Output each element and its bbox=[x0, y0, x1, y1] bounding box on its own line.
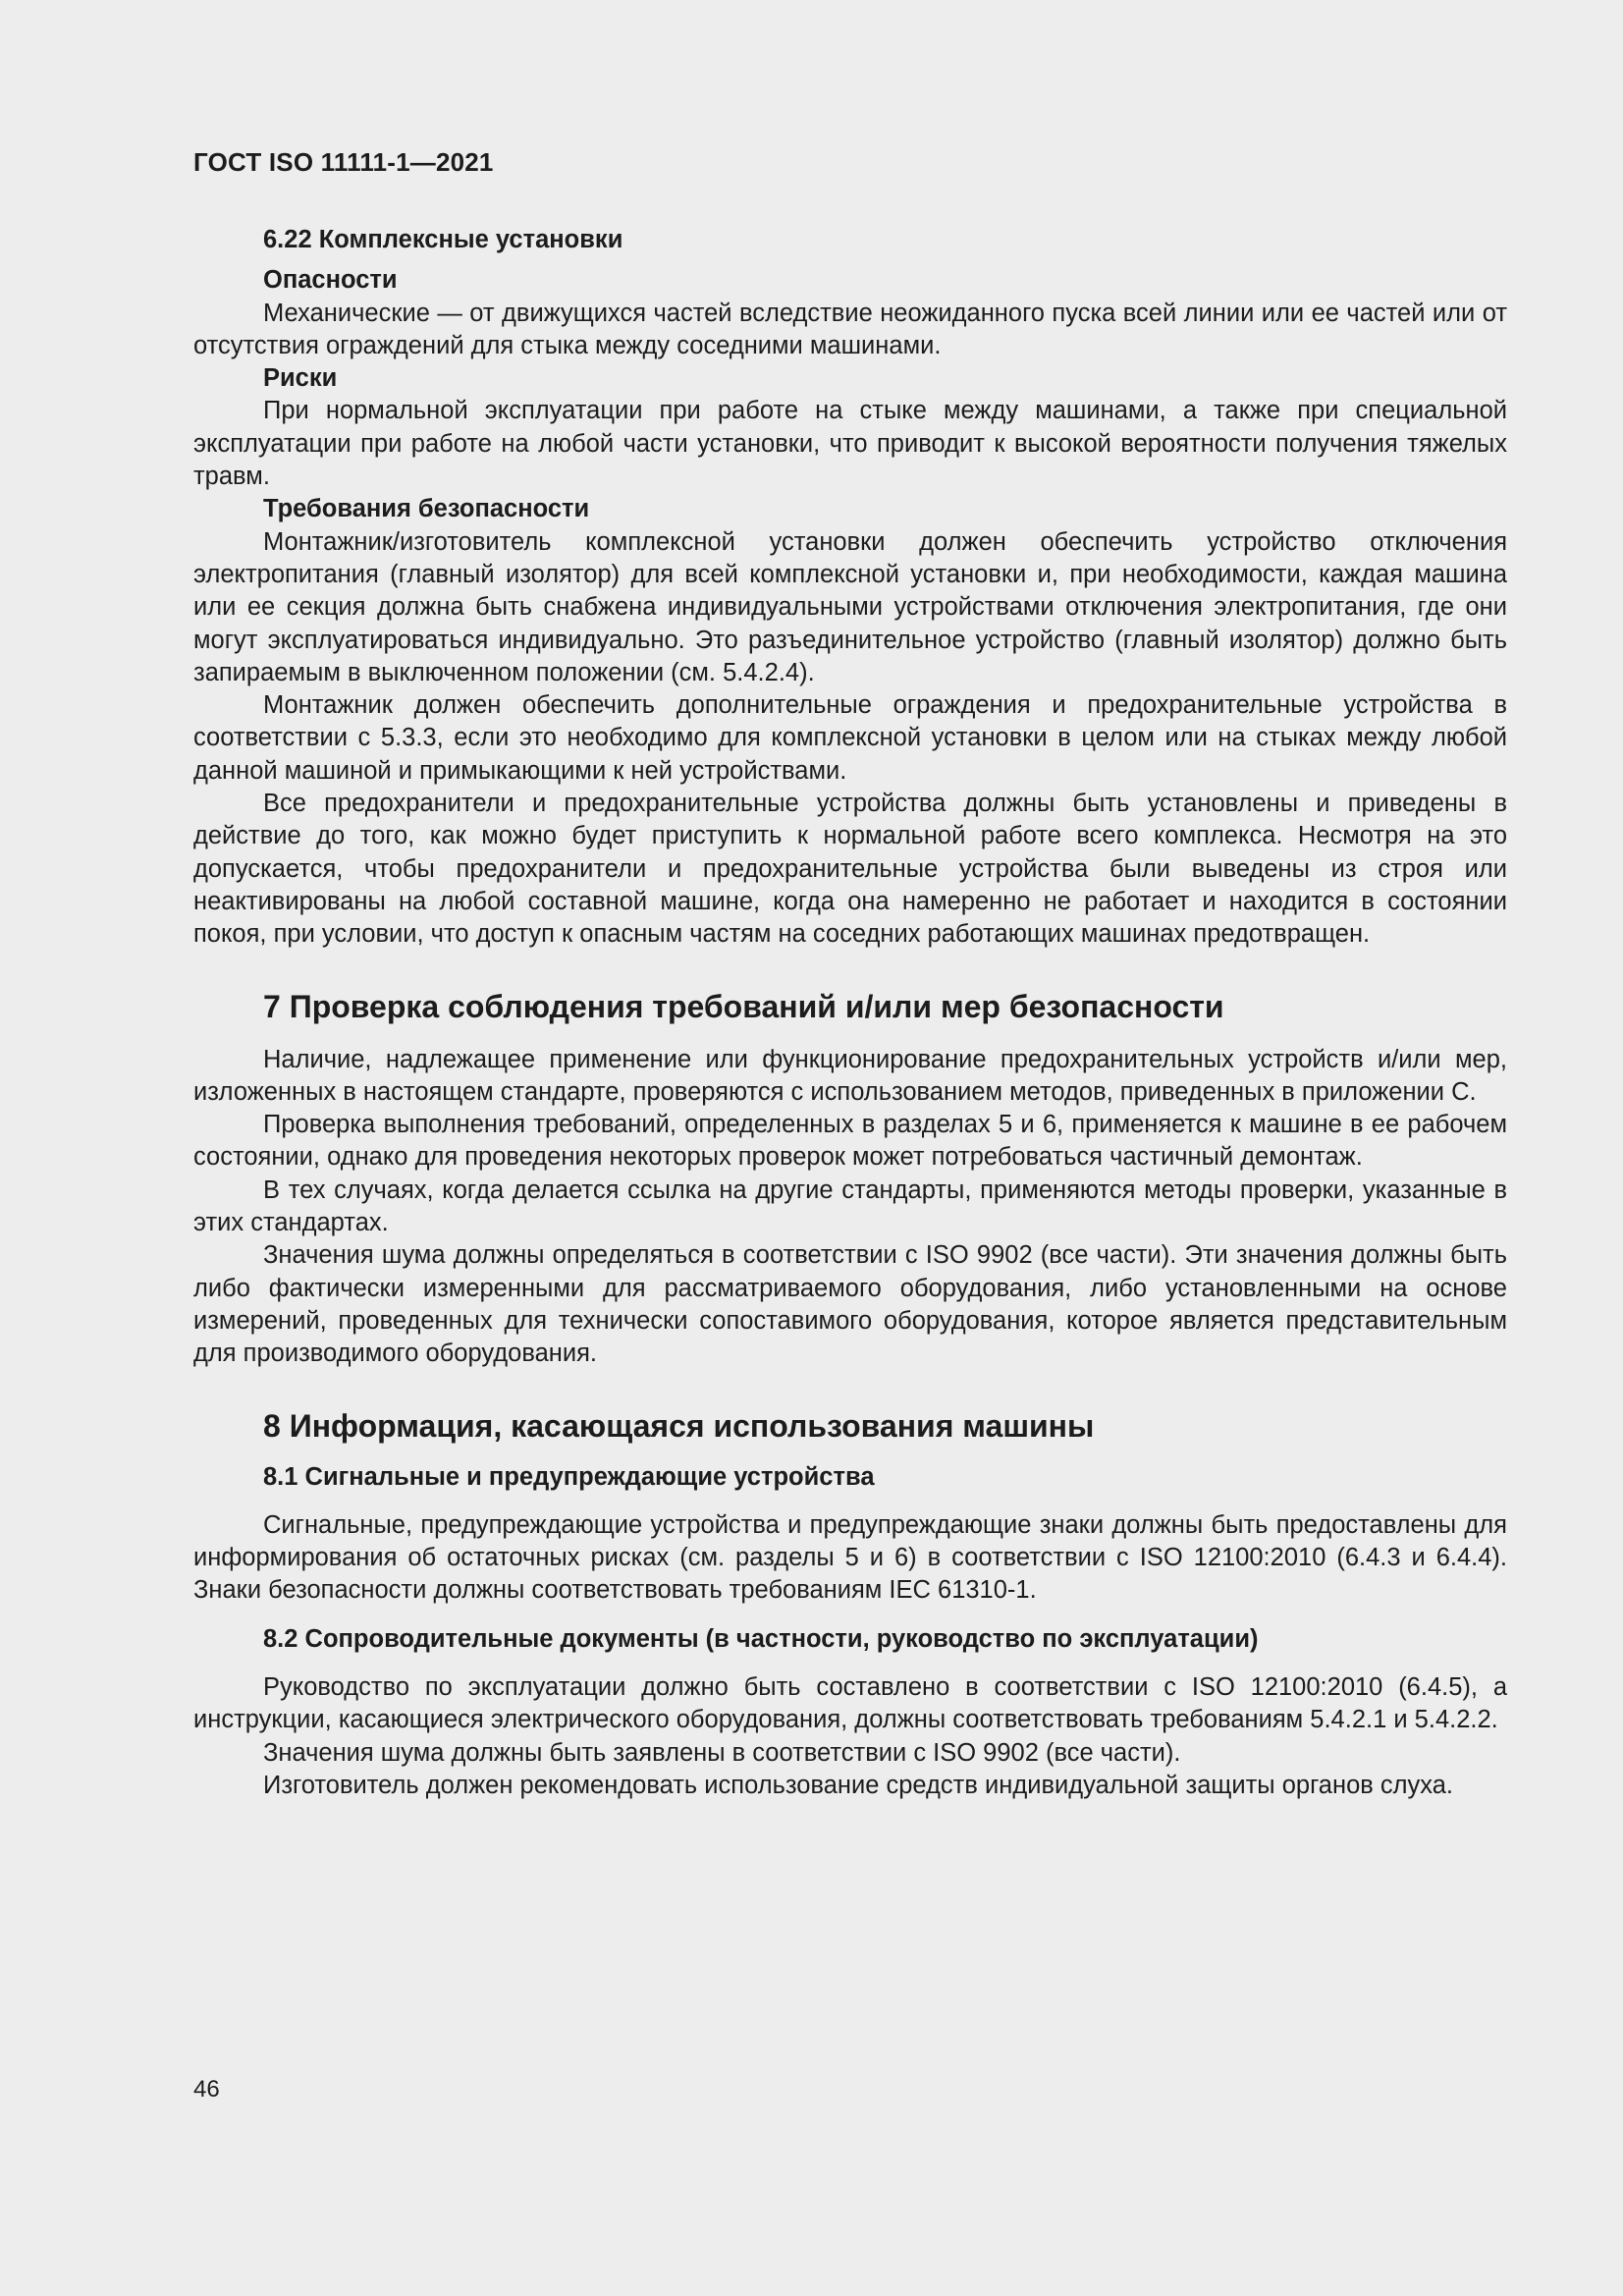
page-number: 46 bbox=[193, 2076, 220, 2103]
hazards-text: Механические — от движущихся частей вследствие неожиданного пуска всей линии или ее частей или от отсутствия ограждений для стыка между соседними машинами. bbox=[193, 299, 1507, 359]
safety-requirements-paragraph-3: Все предохранители и предохранительные устройства должны быть установлены и приведены в действие до того, как можно будет приступить к нормальной работе всего комплекса. Несмотря на это допускается, чтобы предохранители и предохранительные устройства были выведены из строя или неактивированы на любой составной машине, когда она намеренно не работает и находится в состоянии покоя, при условии, что доступ к опасным частям на соседних работающих машинах предотвращен. bbox=[193, 790, 1507, 949]
section-6-22-title: 6.22 Комплексные установки bbox=[263, 226, 623, 253]
section-7-paragraph-4: Значения шума должны определяться в соответствии с ISO 9902 (все части). Эти значения должны быть либо фактически измеренными для рассматриваемого оборудования, либо установленными на основе измерений, проведенных для технически сопоставимого оборудования, которое является представительным для производимого оборудования. bbox=[193, 1241, 1507, 1368]
document-body bbox=[193, 224, 1507, 1802]
section-7-paragraph-3: В тех случаях, когда делается ссылка на другие стандарты, применяются методы проверки, указанные в этих стандартах. bbox=[193, 1175, 1507, 1237]
safety-requirements-label: Требования безопасности bbox=[263, 495, 590, 523]
section-7-paragraph-1: Наличие, надлежащее применение или функционирование предохранительных устройств и/или мер, изложенных в настоящем стандарте, проверяются с использованием методов, приведенных в приложении С. bbox=[193, 1045, 1507, 1106]
document-header: ГОСТ ISO 11111-1—2021 bbox=[193, 147, 494, 177]
section-8-1-title: 8.1 Сигнальные и предупреждающие устройства bbox=[263, 1462, 875, 1491]
safety-requirements-paragraph-2: Монтажник должен обеспечить дополнительные ограждения и предохранительные устройства в соответствии с 5.3.3, если это необходимо для комплексной установки в целом или на стыках между любой данной машиной и примыкающими к ней устройствами. bbox=[193, 691, 1507, 785]
section-7-paragraph-2: Проверка выполнения требований, определенных в разделах 5 и 6, применяется к машине в ее рабочем состоянии, однако для проведения некоторых проверок может потребоваться частичный демонтаж. bbox=[193, 1111, 1507, 1172]
section-7-title: 7 Проверка соблюдения требований и/или мер безопасности bbox=[263, 988, 1224, 1024]
section-8-2-paragraph-1: Руководство по эксплуатации должно быть составлено в соответствии с ISO 12100:2010 (6.4.5), а инструкции, касающиеся электрического оборудования, должны соответствовать требованиям 5.4.2.1 и 5.4.2.2. bbox=[193, 1672, 1507, 1734]
section-8-2-paragraph-2: Значения шума должны быть заявлены в соответствии с ISO 9902 (все части). bbox=[263, 1738, 1181, 1767]
section-8-2-title: 8.2 Сопроводительные документы (в частности, руководство по эксплуатации) bbox=[263, 1624, 1259, 1653]
section-8-2-paragraph-3: Изготовитель должен рекомендовать использование средств индивидуальной защиты органов слуха. bbox=[263, 1771, 1453, 1799]
section-8-title: 8 Информация, касающаяся использования машины bbox=[263, 1407, 1095, 1444]
risks-text: При нормальной эксплуатации при работе на стыке между машинами, а также при специальной эксплуатации при работе на любой части установки, что приводит к высокой вероятности получения тяжелых травм. bbox=[193, 397, 1507, 491]
risks-label: Риски bbox=[263, 364, 338, 393]
hazards-label: Опасности bbox=[263, 266, 398, 295]
safety-requirements-paragraph-1: Монтажник/изготовитель комплексной установки должен обеспечить устройство отключения электропитания (главный изолятор) для всей комплексной установки и, при необходимости, каждая машина или ее секция должна быть снабжена индивидуальными устройствами отключения электропитания, где они могут эксплуатироваться индивидуально. Это разъединительное устройство (главный изолятор) должно быть запираемым в выключенном положении (см. 5.4.2.4). bbox=[193, 527, 1507, 686]
section-8-1-paragraph-1: Сигнальные, предупреждающие устройства и предупреждающие знаки должны быть предоставлены для информирования об остаточных рисках (см. разделы 5 и 6) в соответствии с ISO 12100:2010 (6.4.3 и 6.4.4). Знаки безопасности должны соответствовать требованиям IEC 61310-1. bbox=[193, 1510, 1507, 1605]
